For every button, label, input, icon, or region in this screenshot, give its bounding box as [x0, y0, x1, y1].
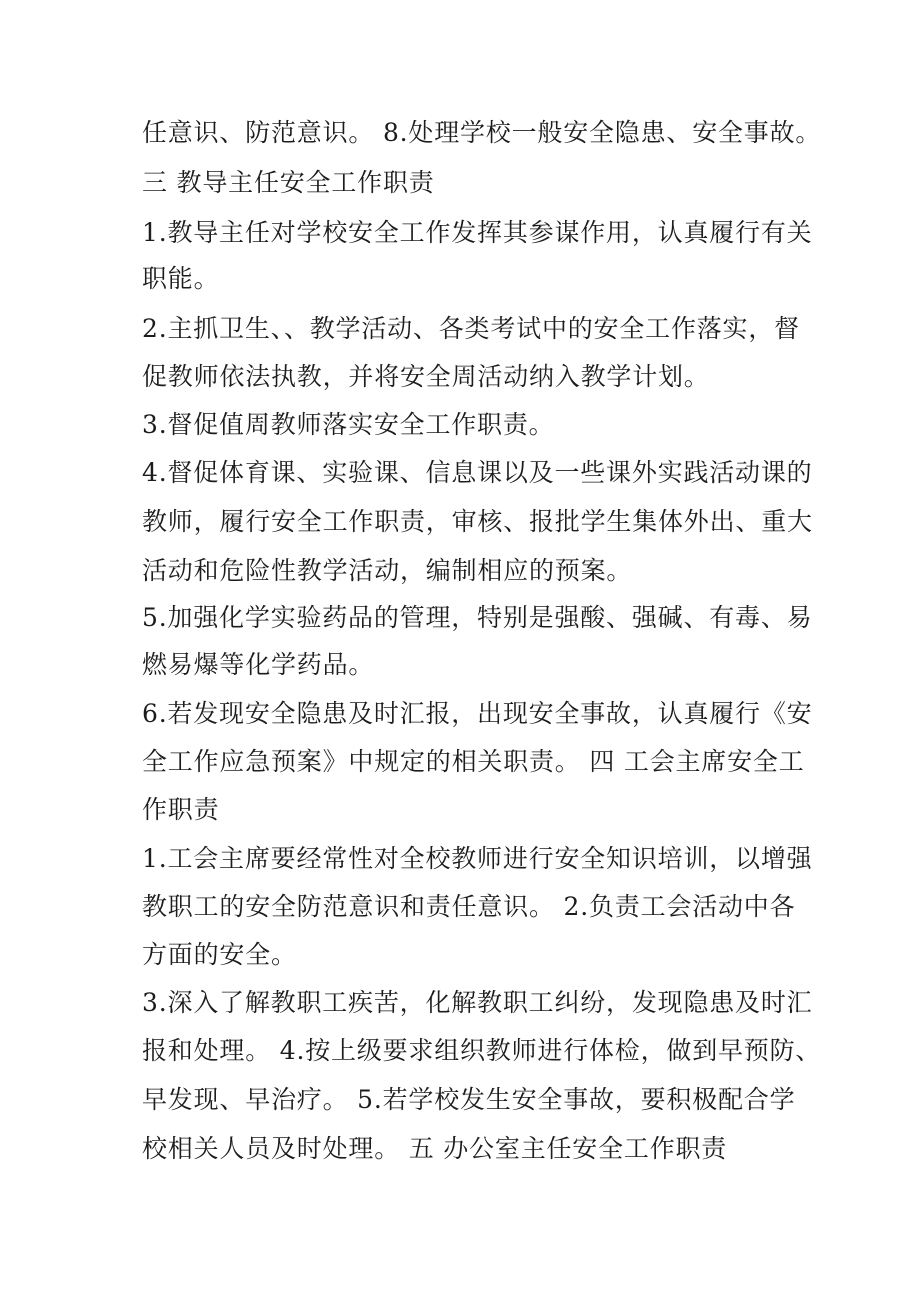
text-line: 方面的安全。: [142, 940, 297, 969]
text-line: 3.深入了解教职工疾苦，化解教职工纠纷，发现隐患及时汇: [142, 988, 813, 1017]
text-line: 1.工会主席要经常性对全校教师进行安全知识培训，以增强: [142, 844, 813, 873]
text-line: 教师，履行安全工作职责，审核、报批学生集体外出、重大: [142, 507, 813, 536]
text-line: 2.主抓卫生、、教学活动、各类考试中的安全工作落实，督: [142, 314, 800, 343]
text-line: 燃易爆等化学药品。: [142, 650, 375, 679]
text-line: 教职工的安全防范意识和责任意识。 2.负责工会活动中各: [142, 892, 796, 921]
text-line: 任意识、防范意识。 8.处理学校一般安全隐患、安全事故。: [142, 118, 822, 147]
text-line: 1.教导主任对学校安全工作发挥其参谋作用，认真履行有关: [142, 218, 813, 247]
text-line: 作职责: [142, 795, 220, 824]
text-line: 促教师依法执教，并将安全周活动纳入教学计划。: [142, 362, 710, 391]
section-heading: 三 教导主任安全工作职责: [142, 168, 435, 197]
text-line: 报和处理。 4.按上级要求组织教师进行体检，做到早预防、: [142, 1036, 822, 1065]
text-line: 职能。: [142, 264, 220, 293]
text-line: 早发现、早治疗。 5.若学校发生安全事故，要积极配合学: [142, 1085, 796, 1114]
text-line: 3.督促值周教师落实安全工作职责。: [142, 410, 555, 439]
text-line: 校相关人员及时处理。 五 办公室主任安全工作职责: [142, 1134, 728, 1163]
text-line: 活动和危险性教学活动，编制相应的预案。: [142, 556, 633, 585]
text-line: 全工作应急预案》中规定的相关职责。 四 工会主席安全工: [142, 747, 805, 776]
text-line: 4.督促体育课、实验课、信息课以及一些课外实践活动课的: [142, 458, 813, 487]
text-line: 5.加强化学实验药品的管理，特别是强酸、强碱、有毒、易: [142, 603, 813, 632]
text-line: 6.若发现安全隐患及时汇报，出现安全事故，认真履行《安: [142, 699, 813, 728]
